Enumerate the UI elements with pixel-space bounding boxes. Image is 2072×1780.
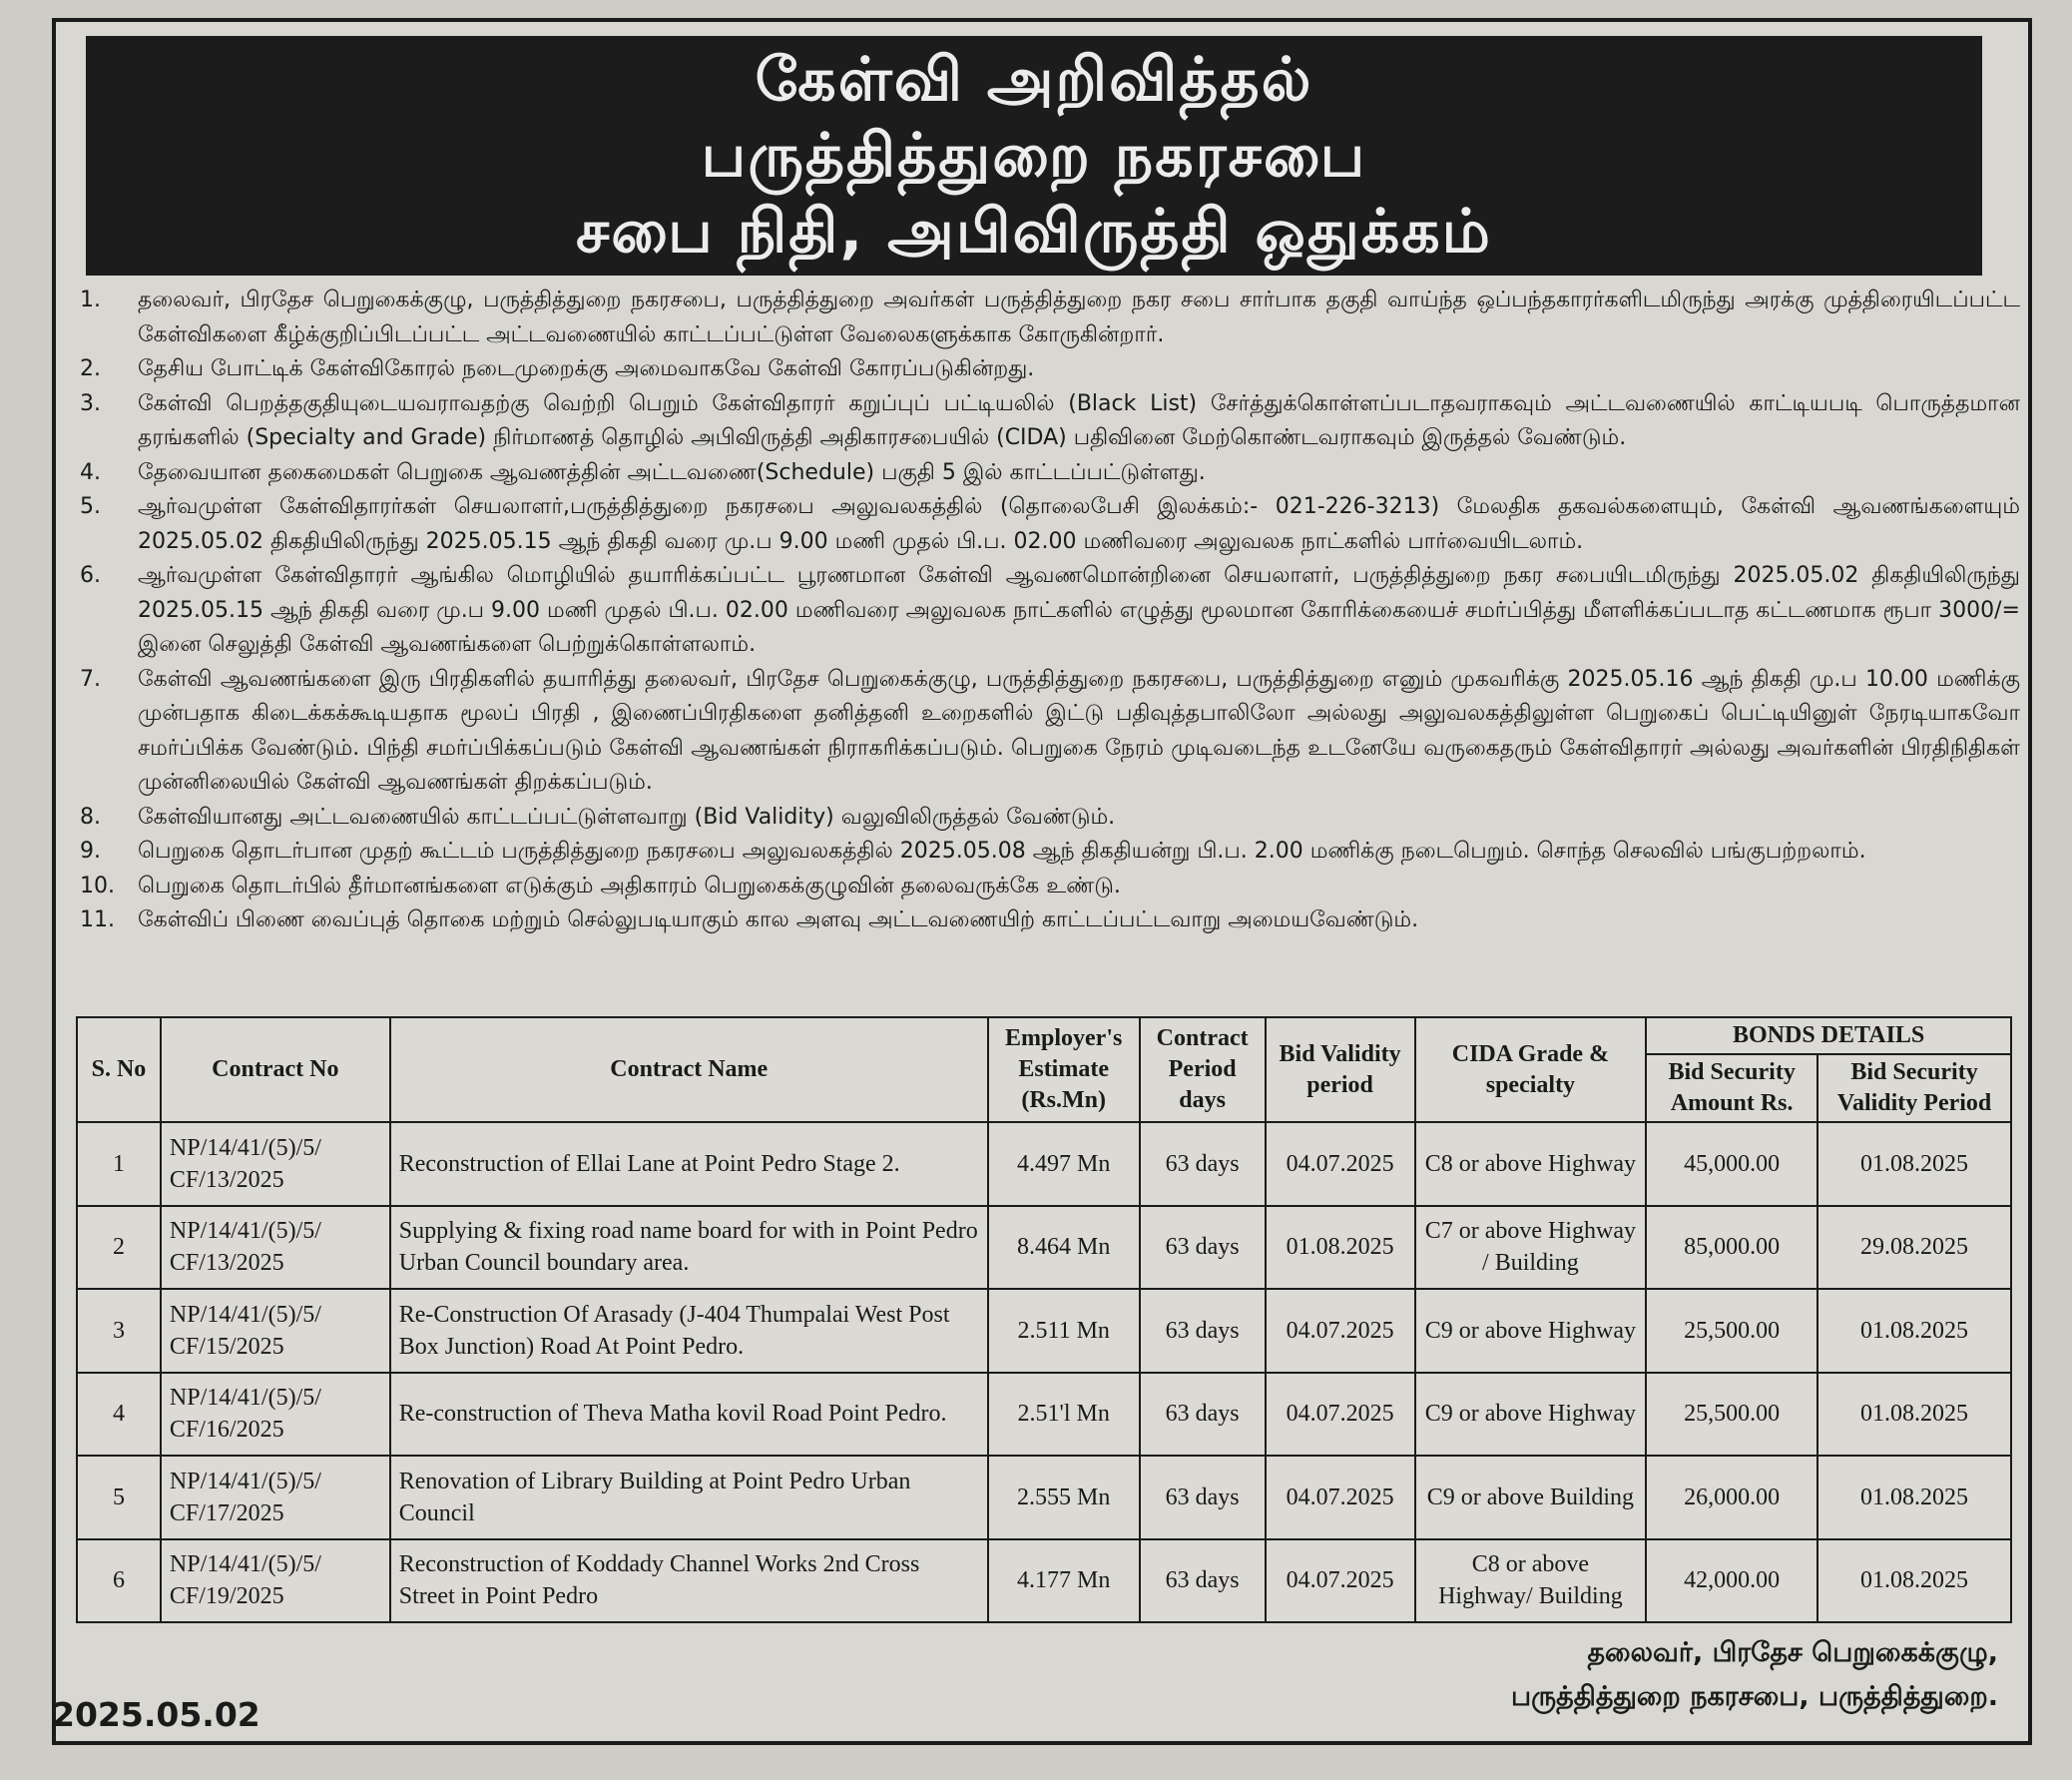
cell-contract-no: NP/14/41/(5)/5/ CF/16/2025 — [161, 1373, 390, 1457]
cell-bid-security-validity: 29.08.2025 — [1817, 1206, 2011, 1290]
cell-cida: C9 or above Building — [1415, 1456, 1647, 1539]
clause — [74, 456, 2020, 491]
cell-bid-validity: 04.07.2025 — [1266, 1456, 1415, 1539]
signatory-title: தலைவர், பிரதேச பெறுகைக்குழு, — [1587, 1637, 1998, 1668]
cell-bid-validity: 04.07.2025 — [1266, 1539, 1415, 1623]
header-bid-validity: Bid Validity period — [1266, 1017, 1415, 1122]
header-estimate: Employer's Estimate (Rs.Mn) — [988, 1017, 1140, 1122]
clause — [74, 559, 2020, 663]
cell-bid-security-amount: 45,000.00 — [1646, 1122, 1817, 1206]
header-period: Contract Period days — [1140, 1017, 1266, 1122]
cell-sno: 6 — [77, 1539, 161, 1623]
clause-text: கேள்வியானது அட்டவணையில் காட்டப்பட்டுள்ளவாறு (Bid Validity) வலுவிலிருத்தல் வேண்டும். — [138, 804, 1116, 830]
cell-bid-security-amount: 25,500.00 — [1646, 1289, 1817, 1373]
cell-bid-security-validity: 01.08.2025 — [1817, 1373, 2011, 1457]
clause-number: 1. — [80, 288, 101, 312]
cell-cida: C8 or above Highway — [1415, 1122, 1647, 1206]
cell-cida: C8 or above Highway/ Building — [1415, 1539, 1647, 1623]
cell-contract-name: Re-Construction Of Arasady (J-404 Thumpalai West Post Box Junction) Road At Point Pedro. — [390, 1289, 988, 1373]
clause-number: 9. — [80, 839, 101, 864]
cell-cida: C9 or above Highway — [1415, 1289, 1647, 1373]
tender-notice — [52, 18, 2032, 1745]
cell-contract-no: NP/14/41/(5)/5/ CF/17/2025 — [161, 1456, 390, 1539]
header-sno: S. No — [77, 1017, 161, 1122]
clause-text: பெறுகை தொடர்பான முதற் கூட்டம் பருத்தித்துறை நகரசபை அலுவலகத்தில் 2025.05.08 ஆந் திகதியன்று பி.ப. 2.00 மணிக்கு நடைபெறும். சொந்த செலவில் பங்குபற்றலாம். — [138, 839, 1866, 864]
cell-estimate: 4.497 Mn — [988, 1122, 1140, 1206]
cell-bid-validity: 04.07.2025 — [1266, 1289, 1415, 1373]
header-contract-no: Contract No — [161, 1017, 390, 1122]
cell-cida: C7 or above Highway / Building — [1415, 1206, 1647, 1290]
fund-allocation: சபை நிதி, அபிவிருத்தி ஒதுக்கம் — [576, 197, 1492, 267]
cell-estimate: 2.51'l Mn — [988, 1373, 1140, 1457]
clause-number: 7. — [80, 666, 101, 692]
notice-banner — [86, 36, 1982, 276]
cell-contract-name: Supplying & fixing road name board for with in Point Pedro Urban Council boundary area. — [390, 1206, 988, 1290]
cell-bid-validity: 04.07.2025 — [1266, 1373, 1415, 1457]
table-row — [77, 1206, 2011, 1290]
clause-text: தேவையான தகைமைகள் பெறுகை ஆவணத்தின் அட்டவணை(Schedule) பகுதி 5 இல் காட்டப்பட்டுள்ளது. — [138, 459, 1206, 485]
clause-text: பெறுகை தொடர்பில் தீர்மானங்களை எடுக்கும் அதிகாரம் பெறுகைக்குழுவின் தலைவருக்கே உண்டு. — [138, 873, 1121, 898]
clause-number: 3. — [80, 390, 101, 416]
cell-estimate: 8.464 Mn — [988, 1206, 1140, 1290]
cell-bid-security-validity: 01.08.2025 — [1817, 1122, 2011, 1206]
clause-text: தேசிய போட்டிக் கேள்விகோரல் நடைமுறைக்கு அமைவாகவே கேள்வி கோரப்படுகின்றது. — [138, 356, 1035, 381]
clause-text: கேள்வி பெறத்தகுதியுடையவராவதற்கு வெற்றி பெறும் கேள்விதாரர் கறுப்புப் பட்டியலில் (Black List) சேர்த்துக்கொள்ளப்படாதவராகவும் அட்டவணையில் காட்டியபடி பொருத்தமான தரங்களில் (Specialty and Grade) நிர்மாணத் தொழில் அபிவிருத்தி அதிகாரசபையில் (CIDA) பதிவினை மேற்கொண்டவராகவும் இருத்தல் வேண்டும். — [138, 390, 2020, 450]
clause — [74, 490, 2020, 559]
cell-contract-name: Re-construction of Theva Matha kovil Road Point Pedro. — [390, 1373, 988, 1457]
cell-contract-name: Reconstruction of Koddady Channel Works 2nd Cross Street in Point Pedro — [390, 1539, 988, 1623]
contracts-table — [76, 1016, 2012, 1623]
cell-period: 63 days — [1140, 1373, 1266, 1457]
cell-contract-no: NP/14/41/(5)/5/ CF/13/2025 — [161, 1122, 390, 1206]
cell-period: 63 days — [1140, 1206, 1266, 1290]
clause — [74, 801, 2020, 836]
clause-number: 4. — [80, 459, 101, 485]
clause — [74, 352, 2020, 387]
cell-contract-name: Renovation of Library Building at Point Pedro Urban Council — [390, 1456, 988, 1539]
cell-contract-no: NP/14/41/(5)/5/ CF/13/2025 — [161, 1206, 390, 1290]
cell-bid-security-amount: 42,000.00 — [1646, 1539, 1817, 1623]
table-header-row — [77, 1017, 2011, 1054]
clause-number: 11. — [80, 907, 115, 932]
clause-text: கேள்வி ஆவணங்களை இரு பிரதிகளில் தயாரித்து தலைவர், பிரதேச பெறுகைக்குழு, பருத்தித்துறை நகரசபை, பருத்தித்துறை எனும் முகவரிக்கு 2025.05.16 ஆந் திகதி மு.ப 10.00 மணிக்கு முன்பதாக கிடைக்கக்கூடியதாக மூலப் பிரதி , இணைப்பிரதிகளை தனித்தனி உறைகளில் இட்டு பதிவுத்தபாலிலோ அல்லது அலுவலகத்திலுள்ள பெறுகைப் பெட்டியினுள் நேரடியாகவோ சமர்ப்பிக்க வேண்டும். பிந்தி சமர்ப்பிக்கப்படும் கேள்வி ஆவணங்கள் நிராகரிக்கப்படும். பெறுகை நேரம் முடிவடைந்த உடனேயே வருகைதரும் கேள்விதாரர் அல்லது அவர்களின் பிரதிநிதிகள் முன்னிலையில் கேள்வி ஆவணங்கள் திறக்கப்படும். — [138, 666, 2020, 795]
cell-contract-name: Reconstruction of Ellai Lane at Point Pedro Stage 2. — [390, 1122, 988, 1206]
cell-estimate: 2.555 Mn — [988, 1456, 1140, 1539]
clause — [74, 903, 2020, 938]
cell-estimate: 2.511 Mn — [988, 1289, 1140, 1373]
table-row — [77, 1539, 2011, 1623]
notice-clauses — [74, 284, 2020, 938]
cell-bid-security-amount: 85,000.00 — [1646, 1206, 1817, 1290]
clause-number: 8. — [80, 804, 101, 830]
cell-bid-security-validity: 01.08.2025 — [1817, 1289, 2011, 1373]
cell-sno: 4 — [77, 1373, 161, 1457]
cell-period: 63 days — [1140, 1539, 1266, 1623]
cell-cida: C9 or above Highway — [1415, 1373, 1647, 1457]
table-row — [77, 1456, 2011, 1539]
clause — [74, 870, 2020, 904]
clause — [74, 835, 2020, 870]
clause-number: 10. — [80, 873, 115, 898]
clause-number: 2. — [80, 356, 101, 381]
header-cida: CIDA Grade & specialty — [1415, 1017, 1647, 1122]
cell-bid-security-amount: 26,000.00 — [1646, 1456, 1817, 1539]
cell-sno: 5 — [77, 1456, 161, 1539]
cell-bid-validity: 04.07.2025 — [1266, 1122, 1415, 1206]
clause — [74, 663, 2020, 801]
table-row — [77, 1289, 2011, 1373]
cell-bid-security-validity: 01.08.2025 — [1817, 1539, 2011, 1623]
header-bonds-details: BONDS DETAILS — [1646, 1017, 2011, 1054]
notice-title: கேள்வி அறிவித்தல் — [755, 45, 1313, 115]
cell-contract-no: NP/14/41/(5)/5/ CF/15/2025 — [161, 1289, 390, 1373]
header-contract-name: Contract Name — [390, 1017, 988, 1122]
clause-number: 6. — [80, 563, 101, 588]
clause-text: தலைவர், பிரதேச பெறுகைக்குழு, பருத்தித்துறை நகரசபை, பருத்தித்துறை அவர்கள் பருத்தித்துறை நகர சபை சார்பாக தகுதி வாய்ந்த ஒப்பந்தகாரர்களிடமிருந்து அரக்கு முத்திரையிடப்பட்ட கேள்விகளை கீழ்க்குறிப்பிடப்பட்ட அட்டவணையில் காட்டப்பட்டுள்ள வேலைகளுக்காக கோருகின்றார். — [138, 288, 2020, 347]
header-bid-security-amount: Bid Security Amount Rs. — [1646, 1054, 1817, 1122]
notice-date: 2025.05.02 — [52, 1695, 260, 1734]
cell-bid-security-validity: 01.08.2025 — [1817, 1456, 2011, 1539]
cell-sno: 2 — [77, 1206, 161, 1290]
header-bid-security-validity: Bid Security Validity Period — [1817, 1054, 2011, 1122]
clause — [74, 387, 2020, 456]
cell-period: 63 days — [1140, 1456, 1266, 1539]
cell-sno: 1 — [77, 1122, 161, 1206]
clause-text: ஆர்வமுள்ள கேள்விதாரர்கள் செயலாளர்,பருத்தித்துறை நகரசபை அலுவலகத்தில் (தொலைபேசி இலக்கம்:- 021-226-3213) மேலதிக தகவல்களையும், கேள்வி ஆவணங்களையும் 2025.05.02 திகதியிலிருந்து 2025.05.15 ஆந் திகதி வரை மு.ப 9.00 மணி முதல் பி.ப. 02.00 மணிவரை அலுவலக நாட்களில் பார்வையிடலாம். — [138, 494, 2020, 554]
clause — [74, 284, 2020, 352]
clause-text: கேள்விப் பிணை வைப்புத் தொகை மற்றும் செல்லுபடியாகும் கால அளவு அட்டவணையிற் காட்டப்பட்டவாறு அமையவேண்டும். — [138, 907, 1419, 932]
table-row — [77, 1373, 2011, 1457]
cell-bid-security-amount: 25,500.00 — [1646, 1373, 1817, 1457]
table-row — [77, 1122, 2011, 1206]
signatory-office: பருத்தித்துறை நகரசபை, பருத்தித்துறை. — [1511, 1681, 1998, 1712]
cell-bid-validity: 01.08.2025 — [1266, 1206, 1415, 1290]
cell-period: 63 days — [1140, 1122, 1266, 1206]
cell-contract-no: NP/14/41/(5)/5/ CF/19/2025 — [161, 1539, 390, 1623]
clause-number: 5. — [80, 494, 101, 519]
clause-text: ஆர்வமுள்ள கேள்விதாரர் ஆங்கில மொழியில் தயாரிக்கப்பட்ட பூரணமான கேள்வி ஆவணமொன்றினை செயலாளர், பருத்தித்துறை நகர சபையிடமிருந்து 2025.05.02 திகதியிலிருந்து 2025.05.15 ஆந் திகதி வரை மு.ப 9.00 மணி முதல் பி.ப. 02.00 மணிவரை அலுவலக நாட்களில் எழுத்து மூலமான கோரிக்கையைச் சமர்ப்பித்து மீளளிக்கப்படாத கட்டணமாக ரூபா 3000/= இனை செலுத்தி கேள்வி ஆவணங்களை பெற்றுக்கொள்ளலாம். — [138, 563, 2020, 657]
signature-block — [1511, 1631, 1998, 1719]
council-name: பருத்தித்துறை நகரசபை — [701, 121, 1367, 191]
cell-sno: 3 — [77, 1289, 161, 1373]
cell-period: 63 days — [1140, 1289, 1266, 1373]
cell-estimate: 4.177 Mn — [988, 1539, 1140, 1623]
